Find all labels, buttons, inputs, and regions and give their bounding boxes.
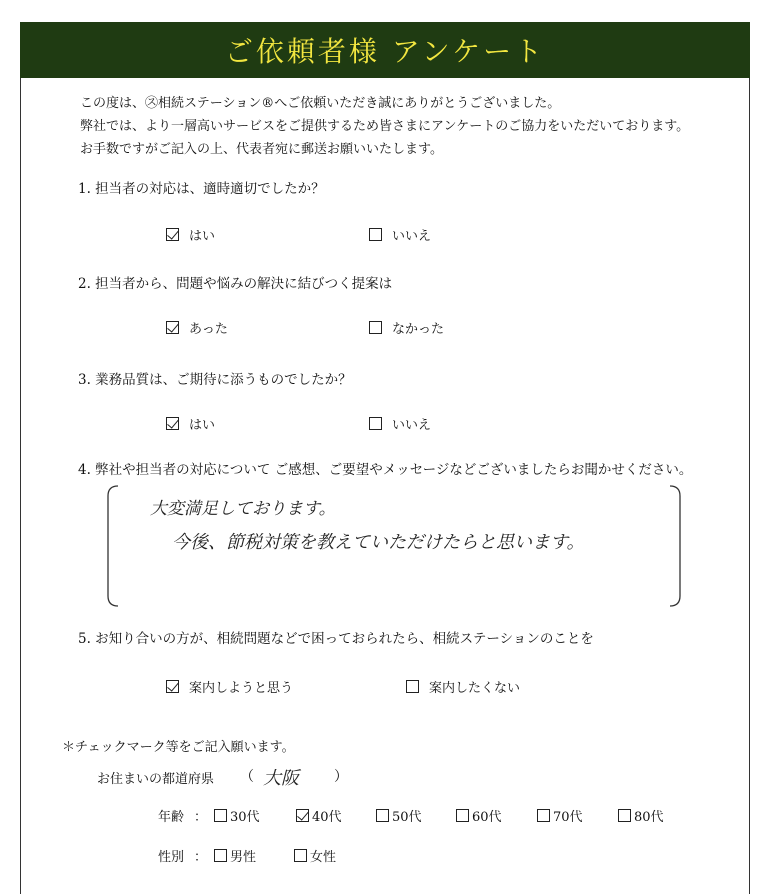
- checkbox-checked[interactable]: [166, 228, 179, 241]
- option-label: 案内したくない: [429, 681, 521, 696]
- age-option-50s[interactable]: [376, 806, 422, 825]
- intro-line-1: この度は、㋜相続ステーション®へご依頼いただき誠にありがとうございました。: [80, 96, 561, 111]
- age-option-70s[interactable]: [537, 806, 583, 825]
- prefecture-open-paren: （: [240, 769, 254, 785]
- option-label: 30代: [230, 810, 260, 825]
- q2-option-yes[interactable]: [166, 318, 228, 337]
- checkbox[interactable]: [214, 809, 227, 822]
- option-label: いいえ: [392, 229, 432, 244]
- prefecture-label: お住まいの都道府県: [97, 772, 215, 787]
- q3-option-yes[interactable]: [166, 414, 215, 433]
- q1-option-no[interactable]: [369, 225, 431, 244]
- intro-line-3: お手数ですがご記入の上、代表者宛に郵送お願いいたします。: [80, 142, 443, 157]
- prefecture-close-paren: ）: [334, 769, 348, 785]
- age-colon: ：: [194, 810, 208, 825]
- checkbox-checked[interactable]: [166, 321, 179, 334]
- survey-title: ご依頼者様 アンケート: [224, 35, 546, 68]
- q1-option-yes[interactable]: [166, 225, 215, 244]
- age-option-60s[interactable]: [456, 806, 502, 825]
- age-option-30s[interactable]: [214, 806, 260, 825]
- gender-option-female[interactable]: [294, 846, 336, 865]
- left-border: [20, 22, 21, 894]
- question-1: 1. 担当者の対応は、適時適切でしたか？: [78, 181, 325, 197]
- q5-option-yes[interactable]: [166, 677, 293, 696]
- checkbox-checked[interactable]: [166, 680, 179, 693]
- option-label: 男性: [230, 850, 257, 865]
- checkmark-note: ＊チェックマーク等をご記入願います。: [62, 740, 295, 755]
- gender-label: 性別: [158, 850, 185, 865]
- age-label: 年齢: [158, 810, 185, 825]
- question-3: 3. 業務品質は、ご期待に添うものでしたか？: [78, 372, 352, 388]
- question-4: 4. 弊社や担当者の対応について ご感想、ご要望やメッセージなどございましたらお聞かせください。: [78, 462, 693, 478]
- checkbox-checked[interactable]: [166, 417, 179, 430]
- question-2: 2. 担当者から、問題や悩みの解決に結びつく提案は: [78, 276, 393, 292]
- comment-line-2: 今後、節税対策を教えていただけたらと思います。: [172, 532, 585, 553]
- checkbox[interactable]: [376, 809, 389, 822]
- option-label: なかった: [392, 322, 445, 337]
- checkbox[interactable]: [369, 417, 382, 430]
- checkbox[interactable]: [406, 680, 419, 693]
- option-label: はい: [189, 229, 216, 244]
- checkbox[interactable]: [294, 849, 307, 862]
- age-option-40s[interactable]: [296, 806, 342, 825]
- checkbox[interactable]: [369, 321, 382, 334]
- title-banner: [20, 22, 750, 78]
- gender-colon: ：: [194, 850, 208, 865]
- option-label: 70代: [553, 810, 583, 825]
- option-label: はい: [189, 418, 216, 433]
- q3-option-no[interactable]: [369, 414, 431, 433]
- intro-line-2: 弊社では、より一層高いサービスをご提供するため皆さまにアンケートのご協力をいただいております。: [80, 119, 690, 134]
- option-label: 80代: [634, 810, 664, 825]
- option-label: 40代: [312, 810, 342, 825]
- prefecture-value[interactable]: 大阪: [263, 768, 299, 789]
- comment-line-1: 大変満足しております。: [150, 499, 336, 519]
- checkbox-checked[interactable]: [296, 809, 309, 822]
- gender-option-male[interactable]: [214, 846, 256, 865]
- question-5: 5. お知り合いの方が、相続問題などで困っておられたら、相続ステーションのことを: [78, 631, 594, 647]
- comment-area[interactable]: [104, 484, 684, 608]
- option-label: 女性: [310, 850, 337, 865]
- checkbox[interactable]: [369, 228, 382, 241]
- q2-option-no[interactable]: [369, 318, 444, 337]
- option-label: 案内しようと思う: [189, 681, 294, 696]
- option-label: 50代: [392, 810, 422, 825]
- q5-option-no[interactable]: [406, 677, 520, 696]
- checkbox[interactable]: [618, 809, 631, 822]
- right-border: [749, 22, 750, 894]
- checkbox[interactable]: [537, 809, 550, 822]
- age-option-80s[interactable]: [618, 806, 664, 825]
- checkbox[interactable]: [456, 809, 469, 822]
- checkbox[interactable]: [214, 849, 227, 862]
- option-label: 60代: [472, 810, 502, 825]
- option-label: あった: [189, 322, 228, 337]
- option-label: いいえ: [392, 418, 432, 433]
